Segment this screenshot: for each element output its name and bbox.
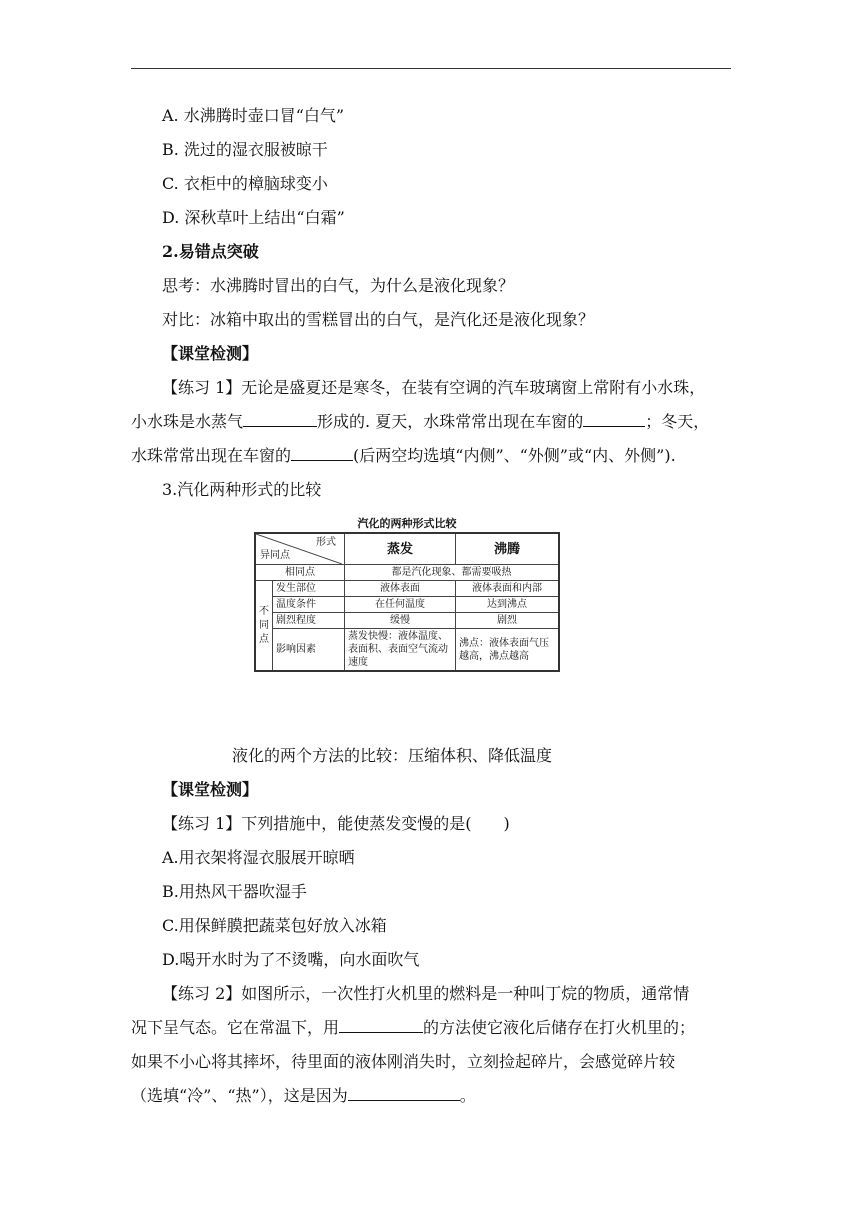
row-boil-temperature: 达到沸点 bbox=[456, 597, 560, 613]
liquefy-methods: 液化的两个方法的比较：压缩体积、降低温度 bbox=[232, 746, 553, 765]
exercise-2-line2 bbox=[131, 1018, 695, 1038]
diff-label bbox=[255, 581, 273, 672]
section-3-title: 3.汽化两种形式的比较 bbox=[162, 480, 322, 499]
row-evap-intensity: 缓慢 bbox=[345, 613, 456, 629]
corner-top-label: 形式 bbox=[316, 537, 336, 548]
header-rule bbox=[131, 68, 731, 69]
answer-blank-3[interactable] bbox=[291, 446, 353, 461]
ex2-text-4a: （选填“冷”、“热”），这是因为 bbox=[131, 1086, 348, 1105]
exercise-1a-line2 bbox=[131, 412, 709, 432]
ex1b-option-a: A.用衣架将湿衣服展开晾晒 bbox=[162, 848, 355, 867]
corner-bottom-label: 异同点 bbox=[260, 550, 290, 561]
header-evaporation: 蒸发 bbox=[345, 533, 456, 565]
answer-blank-2[interactable] bbox=[583, 412, 645, 427]
ex2-text-2b: 的方法使它液化后储存在打火机里的； bbox=[423, 1018, 696, 1037]
row-label-temperature: 温度条件 bbox=[273, 597, 345, 613]
compare-text: 对比：冰箱中取出的雪糕冒出的白气，是汽化还是液化现象？ bbox=[162, 310, 595, 329]
diff-label-text: 不同点 bbox=[259, 605, 269, 645]
row-evap-factors: 蒸发快慢：液体温度、表面积、表面空气流动速度 bbox=[345, 629, 456, 672]
option-a: A. 水沸腾时壶口冒“白气” bbox=[162, 106, 345, 125]
classroom-check-heading: 【课堂检测】 bbox=[162, 344, 259, 363]
classroom-check-heading-2: 【课堂检测】 bbox=[162, 780, 259, 799]
row-evap-location: 液体表面 bbox=[345, 581, 456, 597]
ex1a-text-3a: 水珠常常出现在车窗的 bbox=[131, 446, 292, 465]
ex2-text-2a: 况下呈气态。它在常温下，用 bbox=[131, 1018, 340, 1037]
ex1a-text-3b: (后两空均选填“内侧”、“外侧”或“内、外侧”). bbox=[353, 446, 676, 465]
table-title: 汽化的两种形式比较 bbox=[357, 517, 457, 530]
corner-cell bbox=[255, 533, 345, 565]
option-d: D. 深秋草叶上结出“白霜” bbox=[162, 208, 345, 227]
ex1a-text-2b: 形成的. 夏天，水珠常常出现在车窗的 bbox=[317, 412, 584, 431]
exercise-1a-line1: 【练习 1】无论是盛夏还是寒冬，在装有空调的汽车玻璃窗上常附有小水珠， bbox=[162, 378, 706, 397]
row-label-factors: 影响因素 bbox=[273, 629, 345, 672]
comparison-table-figure bbox=[254, 516, 560, 672]
row-label-location: 发生部位 bbox=[273, 581, 345, 597]
row-boil-factors: 沸点：液体表面气压越高，沸点越高 bbox=[456, 629, 560, 672]
header-boiling: 沸腾 bbox=[456, 533, 560, 565]
answer-blank-1[interactable] bbox=[243, 412, 317, 427]
row-evap-temperature: 在任何温度 bbox=[345, 597, 456, 613]
comparison-table bbox=[254, 532, 560, 672]
ex1b-option-b: B.用热风干器吹湿手 bbox=[162, 882, 307, 901]
exercise-2-line3: 如果不小心将其摔坏，待里面的液体刚消失时，立刻捡起碎片，会感觉碎片较 bbox=[131, 1052, 676, 1071]
exercise-2-line1: 【练习 2】如图所示，一次性打火机里的燃料是一种叫丁烷的物质，通常情 bbox=[162, 984, 690, 1003]
answer-blank-4[interactable] bbox=[339, 1018, 423, 1033]
ex1b-option-d: D.喝开水时为了不烫嘴，向水面吹气 bbox=[162, 950, 420, 969]
option-b: B. 洗过的湿衣服被晾干 bbox=[162, 140, 328, 159]
ex1b-option-c: C.用保鲜膜把蔬菜包好放入冰箱 bbox=[162, 916, 387, 935]
ex1a-text-2c: ；冬天， bbox=[645, 412, 710, 431]
row-boil-location: 液体表面和内部 bbox=[456, 581, 560, 597]
think-text: 思考：水沸腾时冒出的白气，为什么是液化现象？ bbox=[162, 276, 515, 295]
row-boil-intensity: 剧烈 bbox=[456, 613, 560, 629]
same-value: 都是汽化现象、都需要吸热 bbox=[345, 565, 560, 581]
same-label: 相同点 bbox=[255, 565, 345, 581]
answer-blank-5[interactable] bbox=[348, 1086, 460, 1101]
row-label-intensity: 剧烈程度 bbox=[273, 613, 345, 629]
ex2-text-4b: 。 bbox=[459, 1086, 476, 1105]
exercise-1b-stem: 【练习 1】下列措施中，能使蒸发变慢的是( ) bbox=[162, 814, 510, 833]
exercise-2-line4 bbox=[131, 1086, 476, 1106]
ex1a-text-2a: 小水珠是水蒸气 bbox=[131, 412, 244, 431]
section-2-title: 2.易错点突破 bbox=[162, 242, 259, 261]
exercise-1a-line3 bbox=[131, 446, 676, 466]
option-c: C. 衣柜中的樟脑球变小 bbox=[162, 174, 328, 193]
